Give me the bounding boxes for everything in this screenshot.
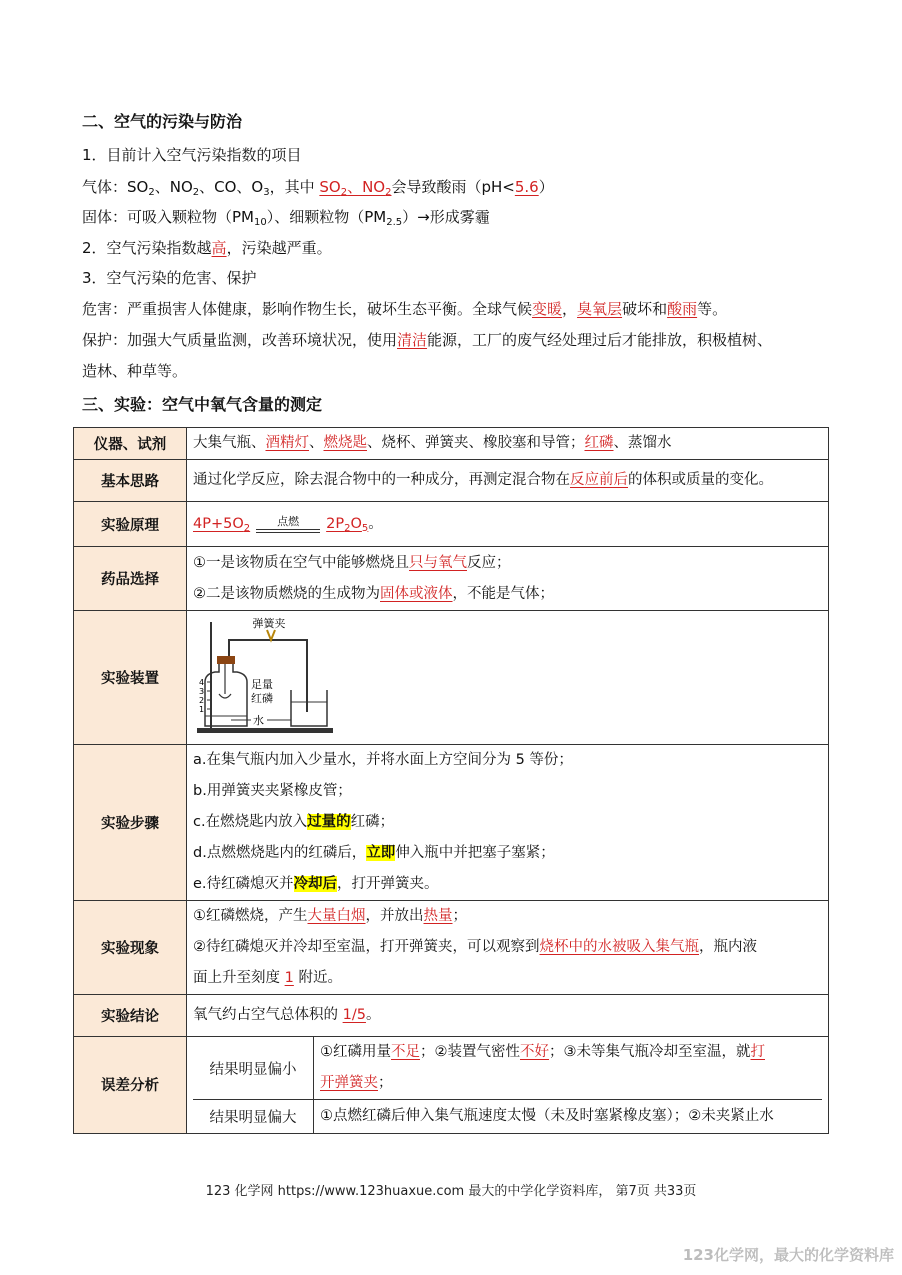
reaction-arrow: 点燃 — [256, 516, 320, 533]
rp-label-2: 红磷 — [251, 691, 273, 705]
water-label: 水 — [253, 713, 264, 727]
clip-label: 弹簧夹 — [252, 616, 286, 630]
tick-3: 3 — [199, 686, 205, 696]
tick-2: 2 — [199, 695, 205, 705]
error-large-row — [193, 1100, 822, 1133]
label-small: 结果明显偏小 — [193, 1037, 314, 1100]
label-apparatus: 实验装置 — [74, 611, 187, 745]
content-large: ①点燃红磷后伸入集气瓶速度太慢（未及时塞紧橡皮塞）；②未夹紧止水 — [320, 1107, 774, 1124]
row-principle — [74, 502, 829, 547]
item1: 1．目前计入空气污染指数的项目 — [82, 146, 302, 164]
error-small-row — [193, 1037, 822, 1100]
item2: 2．空气污染指数越高，污染越严重。 — [82, 239, 332, 257]
solid-line: 固体：可吸入颗粒物$(PM_{10})$、细颗粒物$(PM_{2.5})\to$形成雾霾 — [82, 208, 490, 228]
label-error: 误差分析 — [74, 1037, 187, 1134]
error-subtable — [193, 1037, 822, 1133]
content-conclusion: 氧气约占空气总体积的 1/5。 — [187, 995, 829, 1037]
experiment-table — [73, 427, 829, 1134]
row-instruments — [74, 428, 829, 460]
row-steps — [74, 745, 829, 901]
page-footer: 123 化学网 https://www.123huaxue.com 最大的中学化学资料库， 第7页 共33页 — [205, 1184, 697, 1199]
row-apparatus — [74, 611, 829, 745]
rp-label-1: 足量 — [251, 677, 273, 691]
label-phenomenon: 实验现象 — [74, 901, 187, 995]
content-apparatus — [187, 611, 829, 745]
apparatus-diagram — [195, 616, 335, 740]
content-phenomenon: ①红磷燃烧，产生大量白烟，并放出热量； ②待红磷熄灭并冷却至室温，打开弹簧夹，可以观察到烧杯中的水被吸入集气瓶，瓶内液 面上升至刻度 1 附近。 — [187, 901, 829, 995]
content-idea: 通过化学反应，除去混合物中的一种成分，再测定混合物在反应前后的体积或质量的变化。 — [187, 460, 829, 502]
label-drug: 药品选择 — [74, 547, 187, 611]
section2-title: 二、空气的污染与防治 — [82, 112, 243, 131]
label-instruments: 仪器、试剂 — [74, 428, 187, 460]
harm-line: 危害：严重损害人体健康，影响作物生长，破坏生态平衡。全球气候变暖，臭氧层破坏和酸雨等。 — [82, 300, 728, 318]
content-small: ①红磷用量不足；②装置气密性不好；③未等集气瓶冷却至室温，就打 开弹簧夹； — [314, 1037, 823, 1100]
row-drug — [74, 547, 829, 611]
protect-line-2: 造林、种草等。 — [82, 362, 188, 380]
content-drug: ①一是该物质在空气中能够燃烧且只与氧气反应； ②二是该物质燃烧的生成物为固体或液体，不能是气体； — [187, 547, 829, 611]
item3: 3．空气污染的危害、保护 — [82, 269, 257, 287]
label-conclusion: 实验结论 — [74, 995, 187, 1037]
content-error — [187, 1037, 829, 1134]
label-large: 结果明显偏大 — [193, 1100, 314, 1133]
tick-1: 1 — [199, 704, 205, 714]
label-steps: 实验步骤 — [74, 745, 187, 901]
label-idea: 基本思路 — [74, 460, 187, 502]
chemical-equation: $4P+5O_2$ 点燃 $2P_2O_5$ — [193, 514, 369, 534]
row-phenomenon — [74, 901, 829, 995]
content-steps: a.在集气瓶内加入少量水，并将水面上方空间分为 5 等份； b.用弹簧夹夹紧橡皮管； c.在燃烧匙内放入过量的红磷； d.点燃燃烧匙内的红磷后，立即伸入瓶中并把塞子塞紧； e.待红磷熄灭并冷却后，打开弹簧夹。 — [187, 745, 829, 901]
label-principle: 实验原理 — [74, 502, 187, 547]
protect-line: 保护：加强大气质量监测，改善环境状况，使用清洁能源，工厂的废气经处理过后才能排放，积极植树、 — [82, 331, 773, 349]
tick-4: 4 — [199, 677, 205, 687]
content-instruments: 大集气瓶、酒精灯、燃烧匙、烧杯、弹簧夹、橡胶塞和导管；红磷、蒸馏水 — [187, 428, 829, 460]
watermark: 123化学网，最大的化学资料库 — [682, 1246, 894, 1264]
row-error — [74, 1037, 829, 1134]
section3-title: 三、实验：空气中氧气含量的测定 — [82, 395, 323, 414]
content-principle: $4P+5O_2$ 点燃 $2P_2O_5$ 。 — [187, 502, 829, 547]
row-idea — [74, 460, 829, 502]
gas-line: 气体：$SO_2$、$NO_2$、CO、$O_3$，其中 $SO_2$、$NO_2$会导致酸雨（pH<5.6） — [82, 178, 554, 198]
row-conclusion — [74, 995, 829, 1037]
